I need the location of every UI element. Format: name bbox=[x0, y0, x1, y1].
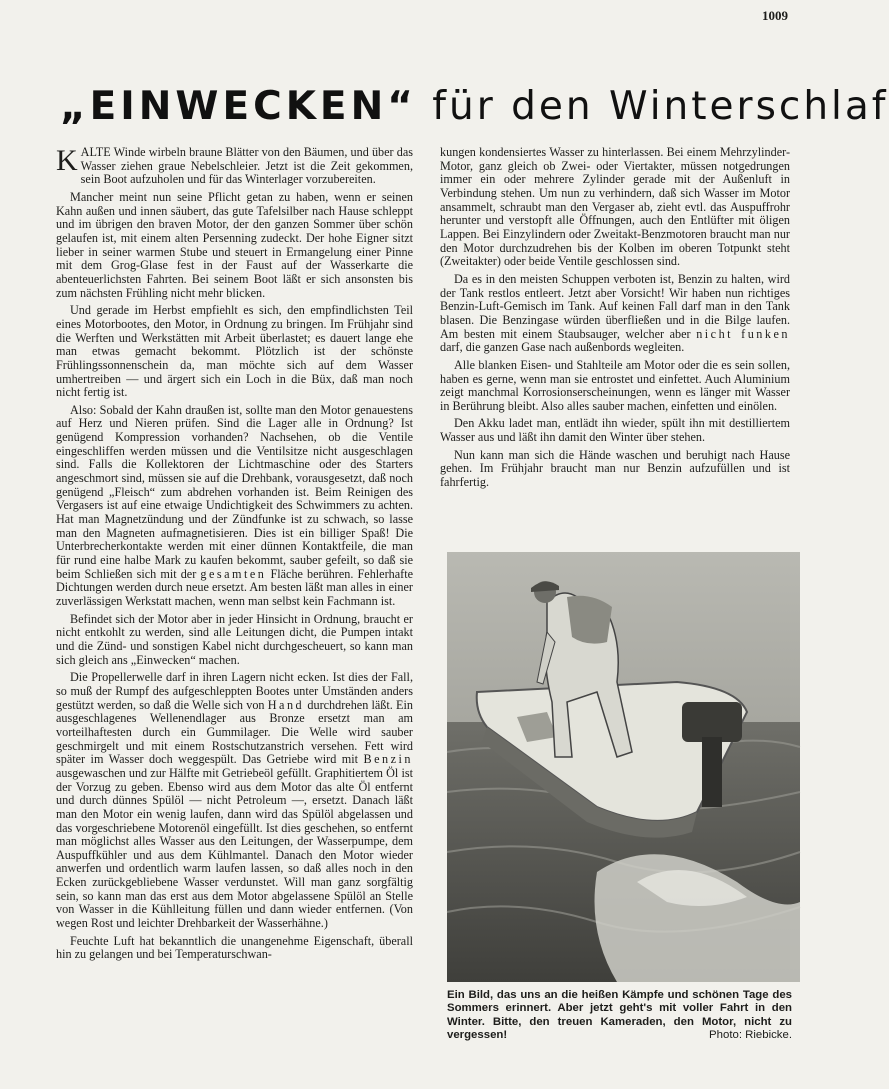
emphasis-spaced: Hand bbox=[267, 697, 305, 712]
paragraph: Also: Sobald der Kahn draußen ist, sollte man den Motor genauestens auf Herz und Nieren prüfen. Sind die Lager alle in Ordnung? Ist genügend Kompression vorhanden? Nachsehen, ob die Ventile eingeschliffen werden müssen und die Ventilsitze nicht ausgeschlagen sind. Falls die Kollektoren der Lichtmaschine oder des Starters angeschmort sind, müssen sie auf die Drehbank, vorausgesetzt, daß noch genügend „Fleisch“ zum abdrehen vorhanden ist. Beim Reinigen des Vergasers ist auf eine etwaige Undichtigkeit des Schwimmers zu achten. Hat man Magnetzündung und der Zündfunke ist zu schwach, so lasse man den Magneten aufmagnetisieren. Dies ist ein billiger Spaß! Die Unterbrecherkontakte werden mit einer dünnen Kontaktfeile, die man für rund eine halbe Mark zu kaufen bekommt, sauber gefeilt, so daß sie beim Schließen sich mit der gesamten Fläche berühren. Fehlerhafte Dichtungen werden durch neue ersetzt. Am besten läßt man alles in einer zuverlässigen Werkstatt machen, wenn man selbst kein Fachmann ist. bbox=[56, 402, 413, 608]
paragraph: Feuchte Luft hat bekanntlich die unangenehme Eigenschaft, überall hin zu gelangen und bei Temperaturschwan- bbox=[56, 933, 413, 962]
paragraph: KALTE Winde wirbeln braune Blätter von den Bäumen, und über das Wasser ziehen graue Nebelschleier. Jetzt ist die Zeit gekommen, sein Boot aufzuholen und für das Winterlager vorzubereiten. bbox=[56, 144, 413, 187]
emphasis-spaced: Benzin bbox=[363, 752, 413, 767]
right-column bbox=[440, 146, 790, 494]
paragraph: Nun kann man sich die Hände waschen und beruhigt nach Hause gehen. Im Frühjahr braucht man nur Benzin aufzufüllen und ist fahrfertig. bbox=[440, 447, 790, 490]
paragraph: Und gerade im Herbst empfiehlt es sich, den empfindlichsten Teil eines Motorbootes, den Motor, in Ordnung zu bringen. Im Frühjahr sind die Werften und Werkstätten mit Arbeit überlastet; es dauert lange ehe man etwas gemacht bekommt. Plötzlich ist der schönste Frühlingssonnenschein da, man möchte sich auf dem Wasser umhertreiben — und ärgert sich ein Loch in die Büx, daß man noch nicht fertig ist. bbox=[56, 303, 413, 400]
drop-cap: K bbox=[56, 144, 78, 177]
paragraph: Befindet sich der Motor aber in jeder Hinsicht in Ordnung, braucht er nicht entkohlt zu werden, sind alle Leitungen dicht, die Pumpen intakt und die Zünd- und sonstigen Kabel nicht durchgescheuert, so kann man sich gleich ans „Einwecken“ machen. bbox=[56, 611, 413, 667]
left-column bbox=[56, 146, 413, 966]
caption-text: Ein Bild, das uns an die heißen Kämpfe und schönen Tage des Sommers erinnert. Aber jetzt geht's mit voller Fahrt in den Winter. Bitte, den treuen Kameraden, den Motor, nicht zu vergessen! bbox=[447, 989, 792, 1042]
paragraph: Den Akku ladet man, entlädt ihn wieder, spült ihn mit destilliertem Wasser aus und läßt ihn damit den Winter über stehen. bbox=[440, 416, 790, 445]
headline-main: „EINWECKEN“ bbox=[60, 84, 417, 129]
headline-rest: für den Winterschlaf bbox=[416, 84, 889, 129]
photo-credit: Photo: Riebicke. bbox=[709, 1029, 792, 1042]
motorboat-photo bbox=[447, 552, 800, 982]
page-number: 1009 bbox=[762, 8, 788, 23]
paragraph: Mancher meint nun seine Pflicht getan zu haben, wenn er seinen Kahn außen und innen säubert, das gute Tafelsilber nach Hause schleppt und im übrigen den braven Motor, der den ganzen Sommer über schön gelaufen ist, mit einem alten Persenning zudeckt. Der hohe Eigner sitzt lieber in seiner warmen Stube und steuert in Ermangelung einer Pinne mit dem Grog-Glase fest in der Faust auf der Wasserkarte die abenteuerlichsten Fahrten. Bei seinem Boot läßt er sich ansonsten bis zum nächsten Frühling nicht mehr blicken. bbox=[56, 189, 413, 300]
headline bbox=[60, 84, 889, 129]
paragraph: Alle blanken Eisen- und Stahlteile am Motor oder die es sein sollen, haben es gerne, wenn man sie entrostet und einfettet. Auch Aluminium zeigt manchmal Korrosionserscheinungen, wenn es länger mit Wasser in Berührung bleibt. Also alles sauber machen, einfetten und einölen. bbox=[440, 357, 790, 413]
paragraph: Die Propellerwelle darf in ihren Lagern nicht ecken. Ist dies der Fall, so muß der Rumpf des aufgeschleppten Bootes unter Umständen anders gestützt werden, so daß die Welle sich von Hand durchdrehen läßt. Ein ausgeschlagenes Wellenendlager aus Bronze ersetzt man am vorteilhaftesten durch ein Gummilager. Die Welle wird sauber geschmirgelt und mit einem Rostschutzanstrich versehen. Fett wird später im Wasser doch weggespült. Das Getriebe wird mit Benzin ausgewaschen und zur Hälfte mit Getriebeöl gefüllt. Graphitiertem Öl ist der Vorzug zu geben. Ebenso wird aus dem Motor das alte Öl entfernt und durch dünnes Spülöl — nicht Petroleum —, ersetzt. Danach läßt man den Motor ein wenig laufen, dann wird das Spülöl abgelassen und das vorgeschriebene Motorenöl eingefüllt. Ist dies geschehen, so entfernt man möglichst alles Wasser aus den Leitungen, der Wasserpumpe, dem Auspuffkühler und aus dem Kühlmantel. Danach den Motor wieder anwerfen und ordentlich warm laufen lassen, so daß alles noch in den Ecken zurückgebliebene Wasser verdunstet. Will man ganz sorgfältig sein, so kann man das erst aus dem Motor abgelassene Spülöl an Stelle von Wasser in die Kühlleitung füllen und dann wieder entfernen. (Von wegen Rost und leichter Drehbarkeit der Wasserhähne.) bbox=[56, 670, 413, 931]
photo-illustration bbox=[447, 552, 800, 982]
photo-caption bbox=[447, 989, 792, 1043]
paragraph: Da es in den meisten Schuppen verboten ist, Benzin zu halten, wird der Tank restlos entleert. Jetzt aber Vorsicht! Wir haben nun richtiges Benzin-Luft-Gemisch im Tank. Auf keinen Fall darf man in den Tank blasen. Die Benzingase würden überfließen und in die Bilge laufen. Am besten mit einem Staubsauger, welcher aber nicht funken darf, die ganzen Gase nach außenbords wegleiten. bbox=[440, 271, 790, 355]
emphasis-spaced: gesamten bbox=[200, 566, 267, 581]
emphasis-spaced: nicht funken bbox=[696, 326, 790, 341]
paragraph: kungen kondensiertes Wasser zu hinterlassen. Bei einem Mehrzylinder-Motor, ganz gleich ob Zwei- oder Viertakter, müssen notgedrungen immer ein oder mehrere Zylinder gerade mit der Außenluft in Verbindung stehen. Um nun zu verhindern, daß sich Wasser im Motor ansammelt, schraubt man den Vergaser ab, zieht evtl. das Auspuffrohr herunter und verstopft alle Öffnungen, auch den Entlüfter mit öligen Lappen. Bei Einzylindern oder Zweitakt-Benzmotoren braucht man nur den Motor durchzudrehen bis der Kolben im oberen Totpunkt steht (Zweitakter) oder beide Ventile geschlossen sind. bbox=[440, 145, 790, 269]
